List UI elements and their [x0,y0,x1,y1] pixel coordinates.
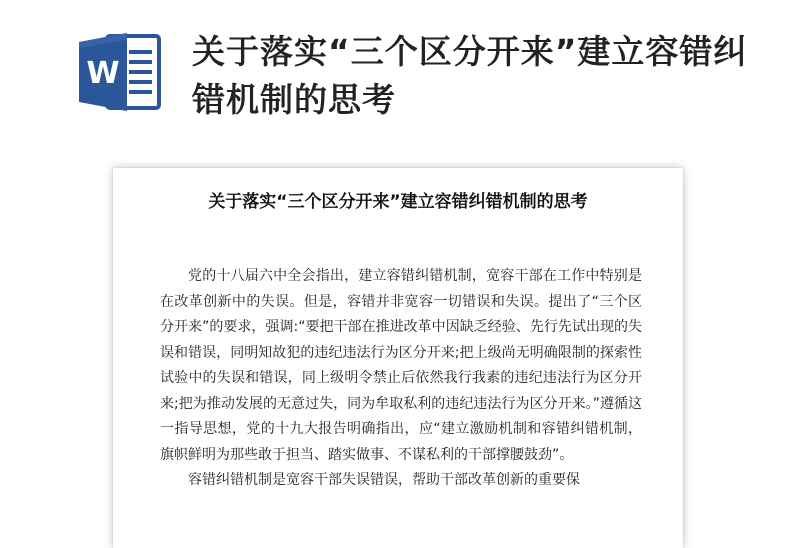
header [0,0,800,150]
document-preview-page [113,168,683,548]
page-title: 关于落实“三个区分开来”建立容错纠错机制的思考 [192,32,748,119]
word-logo-letter: W [86,56,120,91]
document-body [160,264,642,494]
word-document-icon [77,30,163,114]
document-paragraph: 党的十八届六中全会指出，建立容错纠错机制，宽容干部在工作中特别是在改革创新中的失误。但是，容错并非宽容一切错误和失误。提出了“三个区分开来”的要求，强调:“要把干部在推进改革中因缺乏经验、先行先试出现的失误和错误，同明知故犯的违纪违法行为区分开来;把上级尚无明确限制的探索性试验中的失误和错误，同上级明令禁止后依然我行我素的违纪违法行为区分开来;把为推动发展的无意过失，同为牟取私利的违纪违法行为区分开来。”遵循这一指导思想，党的十九大报告明确指出，应“建立激励机制和容错纠错机制，旗帜鲜明为那些敢于担当、踏实做事、不谋私利的干部撑腰鼓劲”。 [160,268,642,463]
document-title: 关于落实“三个区分开来”建立容错纠错机制的思考 [208,192,588,212]
document-paragraph: 容错纠错机制是宽容干部失误错误，帮助干部改革创新的重要保 [188,472,580,488]
